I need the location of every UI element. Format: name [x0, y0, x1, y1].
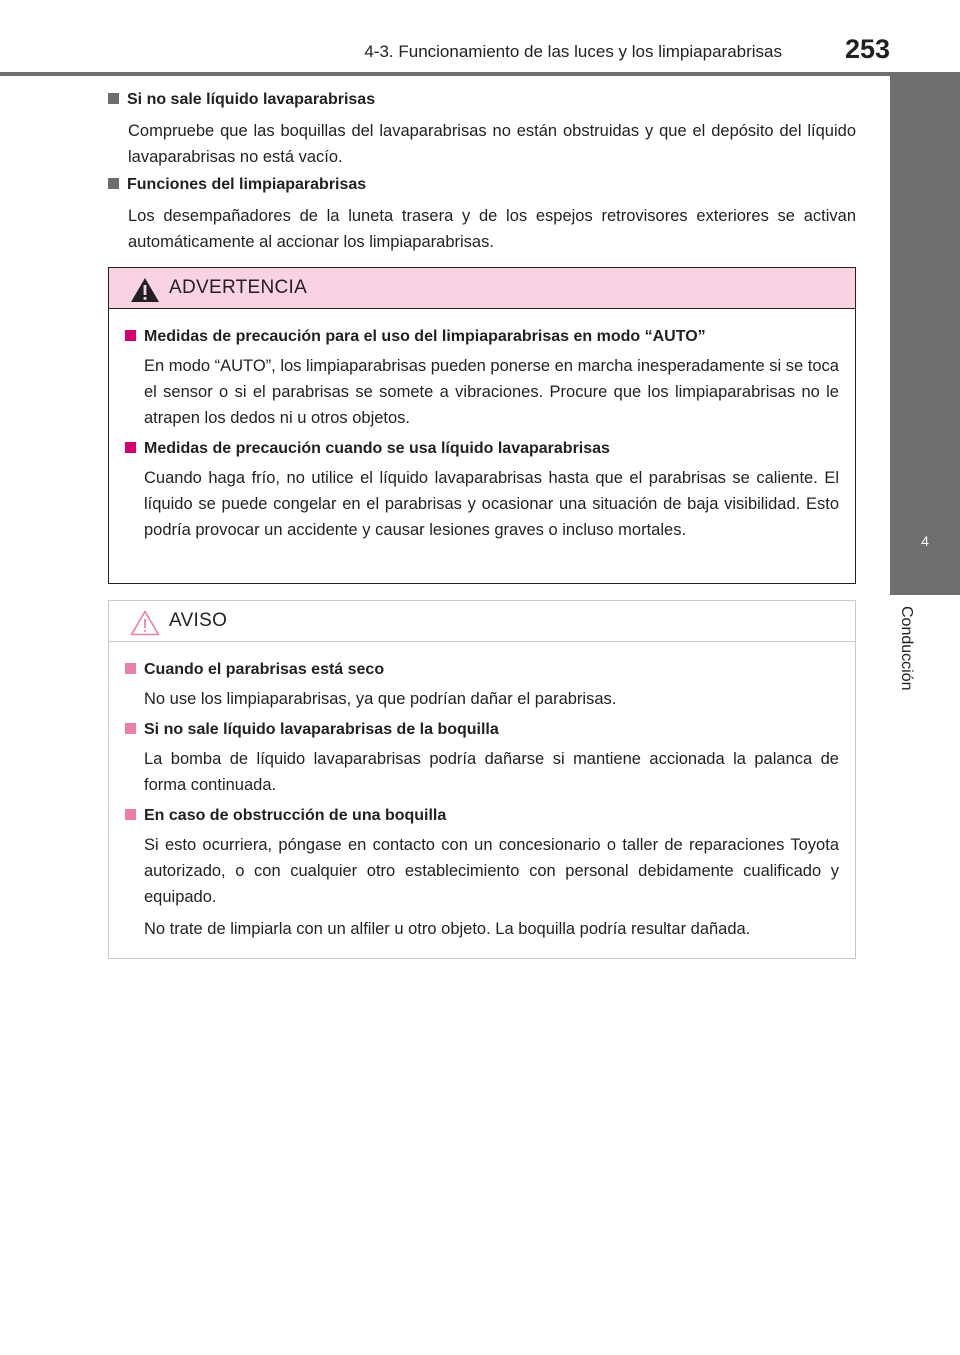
notice-item-heading-text: En caso de obstrucción de una boquilla	[144, 807, 447, 824]
section-title: 4-3. Funcionamiento de las luces y los limpiaparabrisas	[364, 42, 782, 61]
square-bullet-icon	[125, 663, 136, 674]
warning-item-paragraph: Cuando haga frío, no utilice el líquido lavaparabrisas hasta que el parabrisas se caliente. El líquido se puede congelar en el parabrisas y ocasionar una situación de baja visibilidad. Esto podría provocar un accidente y causar lesiones graves o incluso mortales.	[144, 469, 839, 539]
section-heading	[108, 173, 856, 197]
notice-item-paragraph: No use los limpiaparabrisas, ya que podrían dañar el parabrisas.	[144, 690, 617, 708]
warning-item-heading	[125, 437, 839, 461]
square-bullet-icon	[125, 809, 136, 820]
page-header	[0, 0, 960, 80]
section-paragraph: Los desempañadores de la luneta trasera y de los espejos retrovisores exteriores se activan automáticamente al accionar los limpiaparabrisas.	[128, 207, 856, 251]
caution-triangle-icon	[129, 609, 161, 637]
notice-item-paragraph	[144, 832, 839, 942]
notice-content	[109, 642, 855, 942]
notice-item-heading	[125, 804, 839, 828]
warning-content	[109, 309, 855, 543]
warning-item-paragraph: En modo “AUTO”, los limpiaparabrisas pueden ponerse en marcha inesperadamente si se toca el sensor o si el parabrisas se somete a vibraciones. Procure que los limpiaparabrisas no le atrapen los dedos ni u otros objetos.	[144, 357, 839, 427]
notice-title: AVISO	[169, 610, 228, 631]
chapter-tab	[890, 75, 960, 595]
header-divider	[0, 72, 960, 76]
warning-title: ADVERTENCIA	[169, 277, 308, 298]
notice-item-paragraph: La bomba de líquido lavaparabrisas podría dañarse si mantiene accionada la palanca de forma continuada.	[144, 750, 839, 794]
square-bullet-icon	[125, 330, 136, 341]
notice-item-heading-text: Cuando el parabrisas está seco	[144, 661, 385, 678]
section-wiper-functions	[108, 173, 856, 255]
chapter-label	[898, 606, 945, 746]
section-heading-text: Funciones del limpiaparabrisas	[127, 176, 367, 193]
warning-box	[108, 267, 856, 584]
chapter-number: 4	[921, 533, 929, 549]
notice-item	[125, 804, 839, 942]
page-number: 253	[844, 34, 890, 64]
notice-header	[109, 601, 855, 642]
square-bullet-icon	[125, 442, 136, 453]
square-bullet-icon	[108, 93, 119, 104]
section-heading-text: Si no sale líquido lavaparabrisas	[127, 91, 376, 108]
warning-item-heading-text: Medidas de precaución cuando se usa líquido lavaparabrisas	[144, 440, 610, 457]
notice-item-paragraph-2: No trate de limpiarla con un alfiler u otro objeto. La boquilla podría resultar dañada.	[144, 920, 751, 938]
warning-item-heading	[125, 325, 839, 349]
notice-item-paragraph-1: Si esto ocurriera, póngase en contacto con un concesionario o taller de reparaciones Toyota autorizado, o con cualquier otro establecimiento con personal debidamente cualificado y equipado.	[144, 836, 839, 906]
notice-item-heading-text: Si no sale líquido lavaparabrisas de la boquilla	[144, 721, 499, 738]
warning-triangle-icon	[129, 276, 161, 304]
notice-item	[125, 658, 839, 712]
notice-item-heading	[125, 718, 839, 742]
section-heading	[108, 88, 856, 112]
warning-header	[109, 268, 855, 309]
warning-item	[125, 325, 839, 431]
square-bullet-icon	[108, 178, 119, 189]
notice-item	[125, 718, 839, 798]
warning-item	[125, 437, 839, 543]
warning-item-heading-text: Medidas de precaución para el uso del limpiaparabrisas en modo “AUTO”	[144, 328, 706, 345]
notice-box	[108, 600, 856, 959]
notice-item-heading	[125, 658, 839, 682]
square-bullet-icon	[125, 723, 136, 734]
chapter-label-text: Conducción	[898, 606, 915, 691]
section-paragraph: Compruebe que las boquillas del lavaparabrisas no están obstruidas y que el depósito del líquido lavaparabrisas no está vacío.	[128, 122, 856, 166]
section-no-washer-fluid	[108, 88, 856, 170]
